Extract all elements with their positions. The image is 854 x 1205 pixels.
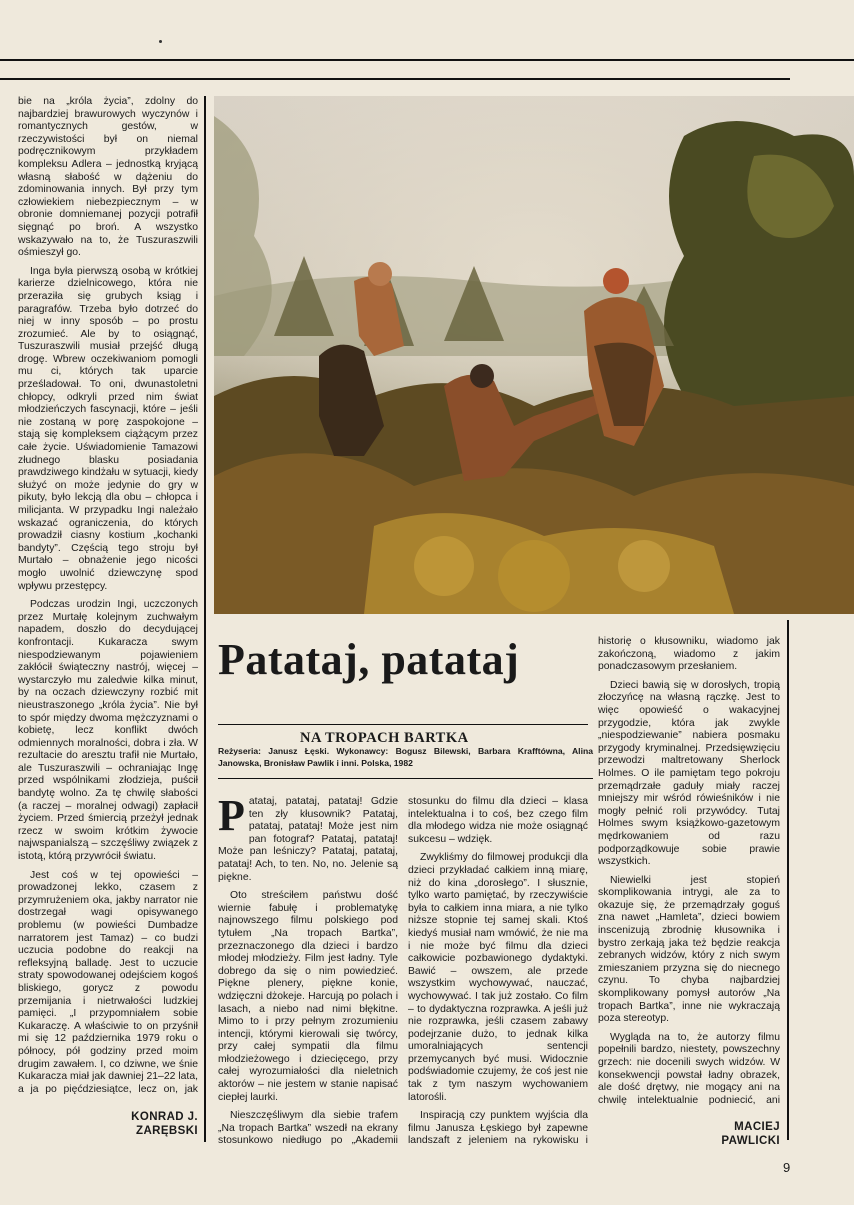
center-paragraph-lead (218, 796, 398, 884)
print-speck (159, 40, 162, 43)
far-right-article (598, 636, 780, 1106)
left-article (18, 96, 198, 1096)
subhead: NA TROPACH BARTKA (300, 730, 469, 746)
right-middle-paragraph: Zwykliśmy do filmowej produkcji dla dzieci przykładać całkiem inną miarę, niż do kina „dorosłego”. I słusznie, tylko warto pamiętać, by rzeczywiście była to całkiem inna miara, a nie tylko niższe stopnie tej samej skali. Ktoś kiedyś musiał nam wmówić, że nie ma i nie może być filmu dla dzieci całkowicie pozbawionego dydaktyki. Bawić – owszem, ale przede wszystkim wychowywać, nauczać, wychowywać. I tak już zostało. Co film – to dydaktyczna rozprawka. A jeśli już nie rozprawka, jeśli czasem zabawy podejrzanie dużo, to jednak kilka umoralniających sentencji przemycanych być musi. Widocznie podświadomie czujemy, że coś jest nie tak z tym naszym wychowaniem latorośli. (408, 852, 588, 1103)
film-still-photo (214, 96, 854, 614)
center-lead-text: atataj, patataj, patataj! Gdzie ten zły kłusownik? Patataj, patataj, patataj! Może jest nim pan fotograf? Patataj, patataj! Może pan leśniczy? Patataj, patataj, patataj! Ach, to ten. No, no. Jelenie są piękne. (218, 796, 398, 883)
right-middle-article (408, 796, 588, 1146)
center-paragraph: Oto streściłem państwu dość wiernie fabułę i problematykę najnowszego filmu polskiego pod tytułem „Na tropach Bartka”, przeznaczonego dla dzieci i bardzo młodej młodzieży. Film jest ładny. Tyle dobrego da się o nim powiedzieć. Piękne plenery, piękne konie, wdzięczni dżokeje. Harcują po polach i lasach, a niebo nad nimi błękitne. Mimo to i przy pełnym zrozumieniu intencji, którymi kierowali się twórcy, przy całej sympatii dla filmu młodzieżowego i dziecięcego, przy całej wyrozumiałości dla nieletnich aktorów – nie jestem w stanie napisać ciepłej laurki. (218, 890, 398, 1103)
top-rule-second (0, 78, 790, 80)
far-right-paragraph: Wygląda na to, że autorzy filmu popełnili bardzo, niestety, powszechny grzech: nie docenili swych widzów. W konsekwencji powstał ładny obrazek, ale dość drętwy, nie mogący ani na chwilę intelektualnie podniecić, ani (598, 1031, 780, 1106)
far-right-paragraph: Niewielki jest stopień skomplikowania intrygi, ale za to okazuje się, że przemądrzały goguś zna nawet „Hamleta”, dzieci bowiem inscenizują zbrodnię kłusownika i bystro zerkają jaka też będzie reakcja zebranych widzów, który z nich swym zmieszaniem przyzna się do niecnego czynu. To chyba najbardziej skomplikowany pomysł autorów „Na tropach Bartka”, inne nie wykraczają poza stereotyp. (598, 874, 780, 1025)
left-paragraph: Jest coś w tej opowieści – prowadzonej lekko, czasem z przymrużeniem oka, jakby narrator nie dostrzegał wagi opisywanego problemu (w powieści Dumbadze narratorem jest Tamaz) – co budzi uczucia podobne do reakcji na refleksyjną balladę. Jest to uczucie straty spowodowanej odejściem kogoś bliskiego, gorycz z powodu przemijania i nietrwałości ludzkiej pamięci. „I przypomniałem sobie Kukaraczę. A właściwie to on przyśnił mi się 12 października 1979 roku o północy, pół godziny przed moim drugim zawałem. I, co dziwne, we śnie Kukaracza miał jak dawniej 21–22 lata, a ja po pięćdziesiątce, lecz on, jak (18, 869, 198, 1095)
headline-rule (218, 724, 588, 725)
left-paragraph: Inga była pierwszą osobą w krótkiej karierze dzielnicowego, która nie przeraziła się grubych ksiąg i paragrafów. Trzeba było dotrzeć do niej w inny sposób – po prostu zrozumieć. Ale by to osiągnąć, Tuszuraszwili musiał przejść długą drogę. Wbrew oczekiwaniom pomogli mu ci, których tak uparcie prześladował. To oni, dwunastoletni chłopcy, odkryli przed nim świat młodzieńczych fascynacji, które – jeśli nie zostaną w porę zaspokojone – stają się kompleksem ciążącym przez całe życie. Uświadomienie Tamazowi złudnego blasku posiadania prawdziwego kindżału w sytuacji, kiedy służyć on może jedynie do gry w pikuty, było lekcją dla obu – chłopca i milicjanta. W przypadku Ingi należało wskazać ograniczenia, do których prowadził ciasny kostium „kochanki bandyty”. Częścią tego stroju był Murtało – obnażenie jego nicości mogło uwolnić dziewczynę spod wpływu przestępcy. (18, 265, 198, 592)
credits-rule (218, 778, 593, 779)
far-right-paragraph: Dzieci bawią się w dorosłych, tropią złoczyńcę na własną rączkę. Jest to więc opowieść o wakacyjnej przygodzie, która jak zwykle „niespodziewanie” nabiera posmaku przygody kryminalnej. Przedsięwzięciu przewodzi maltretowany Sherlock Holmes. O ile pamiętam tego pokroju przemądrzałe gaduły miały raczej mniejszy mir wśród rówieśników i nie mogły pełnić roli przywódcy. Tutaj Holmes swym książkowo-gazetowym mędrkowaniem od razu podporządkowuje sobie prawie wszystkich. (598, 679, 780, 868)
right-author-byline: MACIEJ PAWLICKI (721, 1121, 780, 1147)
drop-cap: P (218, 796, 245, 840)
top-rule-thin (0, 59, 854, 61)
center-article (218, 796, 398, 1146)
page-number: 9 (783, 1160, 791, 1175)
film-credits: Reżyseria: Janusz Łęski. Wykonawcy: Bogusz Bilewski, Barbara Krafftówna, Alina Janowska, Bronisław Pawlik i inni. Polska, 1982 (218, 746, 593, 768)
right-middle-paragraph: stosunku do filmu dla dzieci – klasa intelektualna i to coś, bez czego film dla młodego widza nie może osiągnąć sukcesu – wdzięk. (408, 796, 588, 845)
left-paragraph: Podczas urodzin Ingi, uczczonych przez Murtałę kolejnym zuchwałym napadem, doszło do decydującej konfrontacji. Kukaracza swym niespodziewanym pojawieniem zakłócił świąteczny nastrój, więcej – wystarczyło mu zaledwie kilka minut, by na oczach dziewczyny rozbić mit nieustraszonego „króla życia”. Nie był to spór między dwoma mężczyznami o kobietę, lecz konflikt dwóch odmiennych moralności, dobra i zła. W rezultacie do aresztu trafił nie Murtało, ale Tuszuraszwili – ochraniając Ingę przed wspólnikami złodzieja, puścił bandytę wolno. Za tę chwilę słabości (a raczej – moralnej odwagi) zapłacił życiem. Przed śmiercią przeżył jednak rzecz w swoim krótkim żywocie najwspanialszą – szczęśliwy związek z istotą, którą przywrócił światu. (18, 599, 198, 863)
left-paragraph: bie na „króla życia”, zdolny do najbardziej brawurowych wyczynów i romantycznych gestów, w rzeczywistości był on niemal podręcznikowym przykładem kompleksu Adlera – jednostką kryjącą własną słabość w dążeniu do zdominowania innych. Był przy tym człowiekiem niebezpiecznym – w obronie domniemanej pozycji potrafił sięgnąć po broń. A wszystko wskazywało na to, że Tuszuraszwili ośmieszył go. (18, 96, 198, 259)
left-column-rule (204, 96, 206, 1142)
far-right-paragraph: historię o kłusowniku, wiadomo jak zakończoną, wiadomo z jakim ponadczasowym przesłaniem. (598, 636, 780, 673)
center-paragraph: Nieszczęśliwym dla siebie trafem „Na tropach Bartka” wszedł na ekrany stosunkowo niedługo po „Akademii (218, 1110, 398, 1146)
right-middle-paragraph: Inspiracją czy punktem wyjścia dla filmu Janusza Łęskiego był zapewne landszaft z jeleniem na rykowisku i (408, 1110, 588, 1146)
left-author-byline: KONRAD J. ZARĘBSKI (131, 1111, 198, 1137)
headline: Patataj, patataj (218, 635, 520, 684)
riders-in-forest-illustration (214, 96, 854, 614)
right-column-rule (787, 620, 789, 1140)
